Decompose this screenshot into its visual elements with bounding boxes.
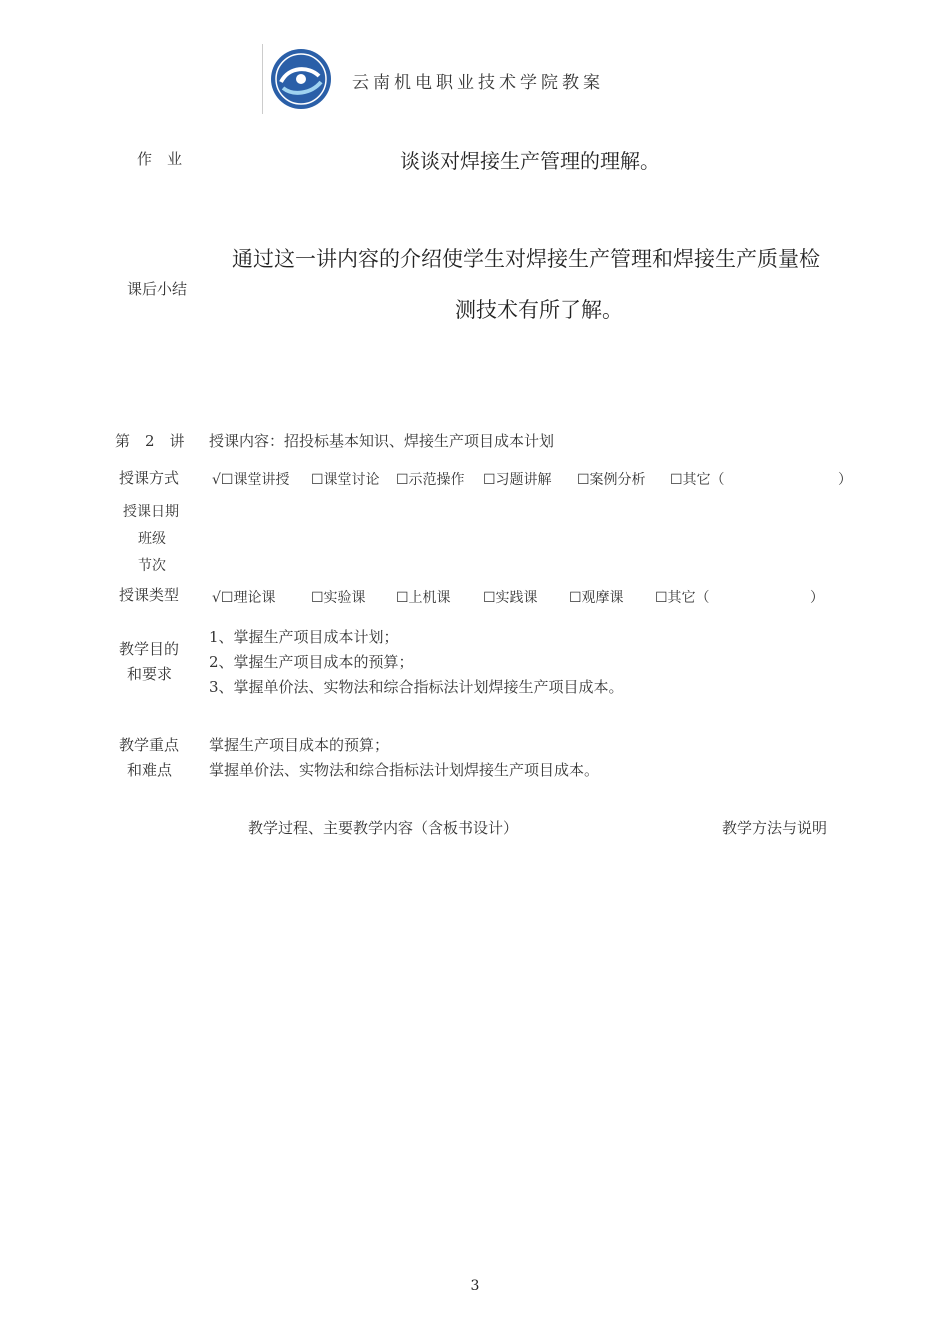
lesson-type-option[interactable]: √☐理论课 [212, 590, 276, 606]
objective-item: 1、掌握生产项目成本计划； [209, 628, 399, 646]
header-title: 云南机电职业技术学院教案 [352, 73, 604, 93]
class-label: 班级 [138, 531, 166, 547]
teaching-mode-option[interactable]: ☐其它（ [670, 472, 725, 488]
summary-line-2: 测技术有所了解。 [455, 298, 623, 322]
objective-item: 2、掌握生产项目成本的预算； [209, 653, 414, 671]
process-header-side: 教学方法与说明 [722, 819, 828, 837]
key-point-item: 掌握单价法、实物法和综合指标法计划焊接生产项目成本。 [209, 761, 600, 779]
teaching-mode-option[interactable]: ☐课堂讨论 [311, 472, 380, 488]
objectives-label-2: 和要求 [127, 665, 173, 683]
process-header-main: 教学过程、主要教学内容（含板书设计） [248, 819, 519, 837]
teaching-mode-option[interactable]: ☐习题讲解 [483, 472, 552, 488]
homework-label: 作 业 [137, 150, 183, 168]
lesson-type-option[interactable]: ☐实验课 [311, 590, 366, 606]
key-points-label-1: 教学重点 [119, 736, 180, 754]
homework-text: 谈谈对焊接生产管理的理解。 [400, 149, 660, 173]
college-logo [262, 44, 335, 114]
key-point-item: 掌握生产项目成本的预算； [209, 736, 390, 754]
date-label: 授课日期 [123, 504, 179, 520]
objectives-label-1: 教学目的 [119, 640, 180, 658]
session-label: 节次 [138, 558, 166, 574]
page-number: 3 [470, 1278, 480, 1294]
lesson-type-close: ） [810, 590, 824, 606]
lecture-content: 授课内容：招投标基本知识、焊接生产项目成本计划 [209, 432, 555, 450]
summary-label: 课后小结 [127, 280, 188, 298]
lesson-type-option[interactable]: ☐实践课 [483, 590, 538, 606]
teaching-mode-option[interactable]: ☐案例分析 [577, 472, 646, 488]
lesson-type-option[interactable]: ☐上机课 [396, 590, 451, 606]
teaching-mode-option[interactable]: √☐课堂讲授 [212, 472, 290, 488]
summary-line-1: 通过这一讲内容的介绍使学生对焊接生产管理和焊接生产质量检 [232, 247, 820, 271]
teaching-mode-close: ） [838, 472, 852, 488]
lesson-type-option[interactable]: ☐其它（ [655, 590, 710, 606]
teaching-mode-label: 授课方式 [119, 469, 180, 487]
key-points-label-2: 和难点 [127, 761, 173, 779]
lesson-type-option[interactable]: ☐观摩课 [569, 590, 624, 606]
teaching-mode-option[interactable]: ☐示范操作 [396, 472, 465, 488]
lesson-type-label: 授课类型 [119, 586, 180, 604]
objective-item: 3、掌握单价法、实物法和综合指标法计划焊接生产项目成本。 [209, 678, 624, 696]
lecture-number: 第 2 讲 [115, 432, 185, 450]
